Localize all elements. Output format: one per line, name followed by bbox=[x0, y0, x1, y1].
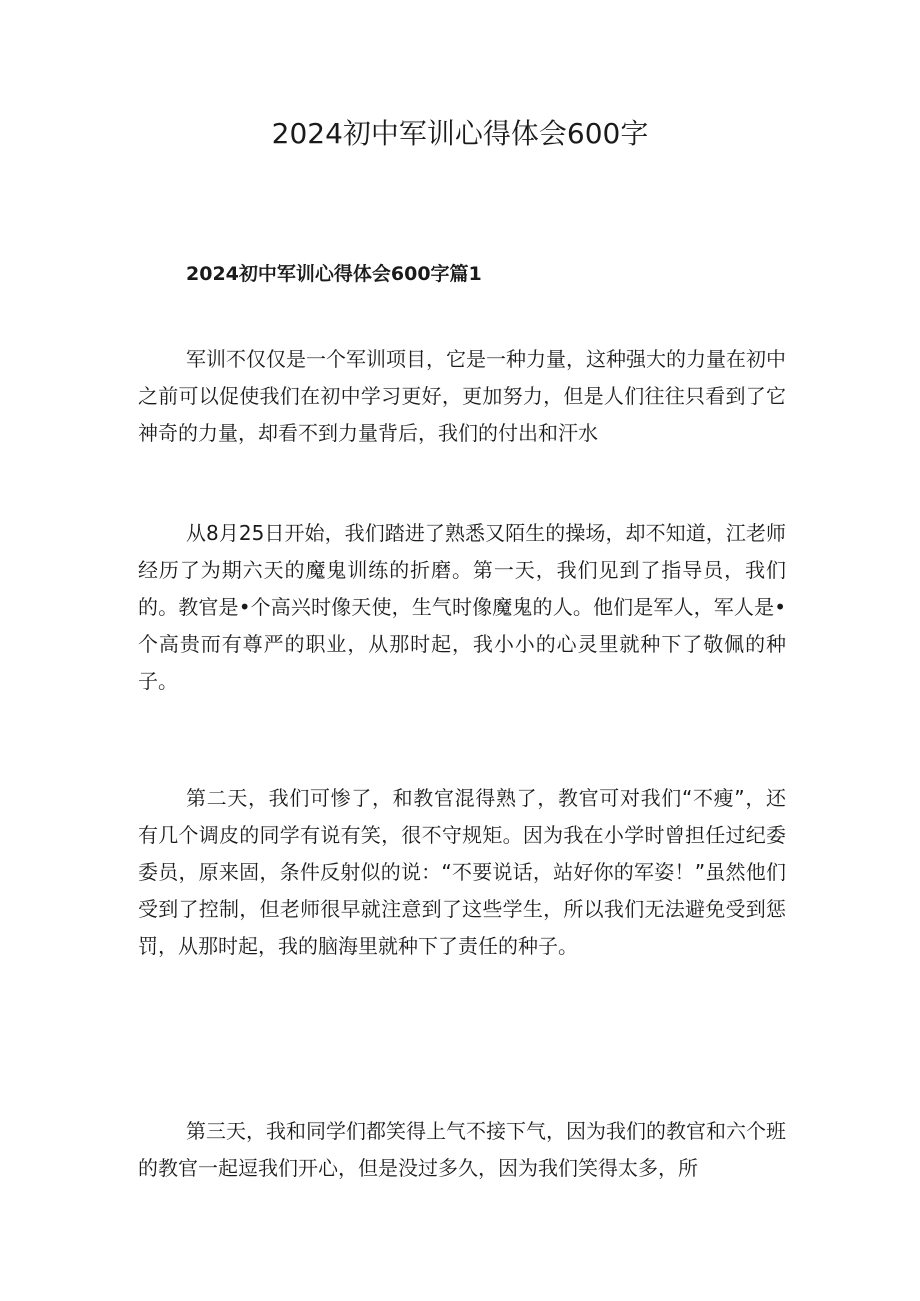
section-heading: 2024初中军训心得体会600字篇1 bbox=[186, 263, 482, 285]
paragraph-1: 军训不仅仅是一个军训项目，它是一种力量，这种强大的力量在初中之前可以促使我们在初中学习更好，更加努力，但是人们往往只看到了它神奇的力量，却看不到力量背后，我们的付出和汗水 bbox=[138, 347, 786, 445]
paragraph-3: 第二天，我们可惨了，和教官混得熟了，教官可对我们“不瘦”，还有几个调皮的同学有说有笑，很不守规矩。因为我在小学时曾担任过纪委委员，原来固，条件反射似的说：“不要说话，站好你的军姿！”虽然他们受到了控制，但老师很早就注意到了这些学生，所以我们无法避免受到惩罚，从那时起，我的脑海里就种下了责任的种子。 bbox=[138, 786, 786, 958]
paragraph-4: 第三天，我和同学们都笑得上气不接下气，因为我们的教官和六个班的教官一起逗我们开心，但是没过多久，因为我们笑得太多，所 bbox=[138, 1119, 786, 1180]
document-title: 2024初中军训心得体会600字 bbox=[271, 117, 649, 150]
paragraph-2: 从8月25日开始，我们踏进了熟悉又陌生的操场，却不知道，江老师经历了为期六天的魔鬼训练的折磨。第一天，我们见到了指导员，我们的。教官是•个高兴时像天使，生气时像魔鬼的人。他们是军人，军人是•个高贵而有尊严的职业，从那时起，我小小的心灵里就种下了敬佩的种子。 bbox=[138, 521, 786, 693]
